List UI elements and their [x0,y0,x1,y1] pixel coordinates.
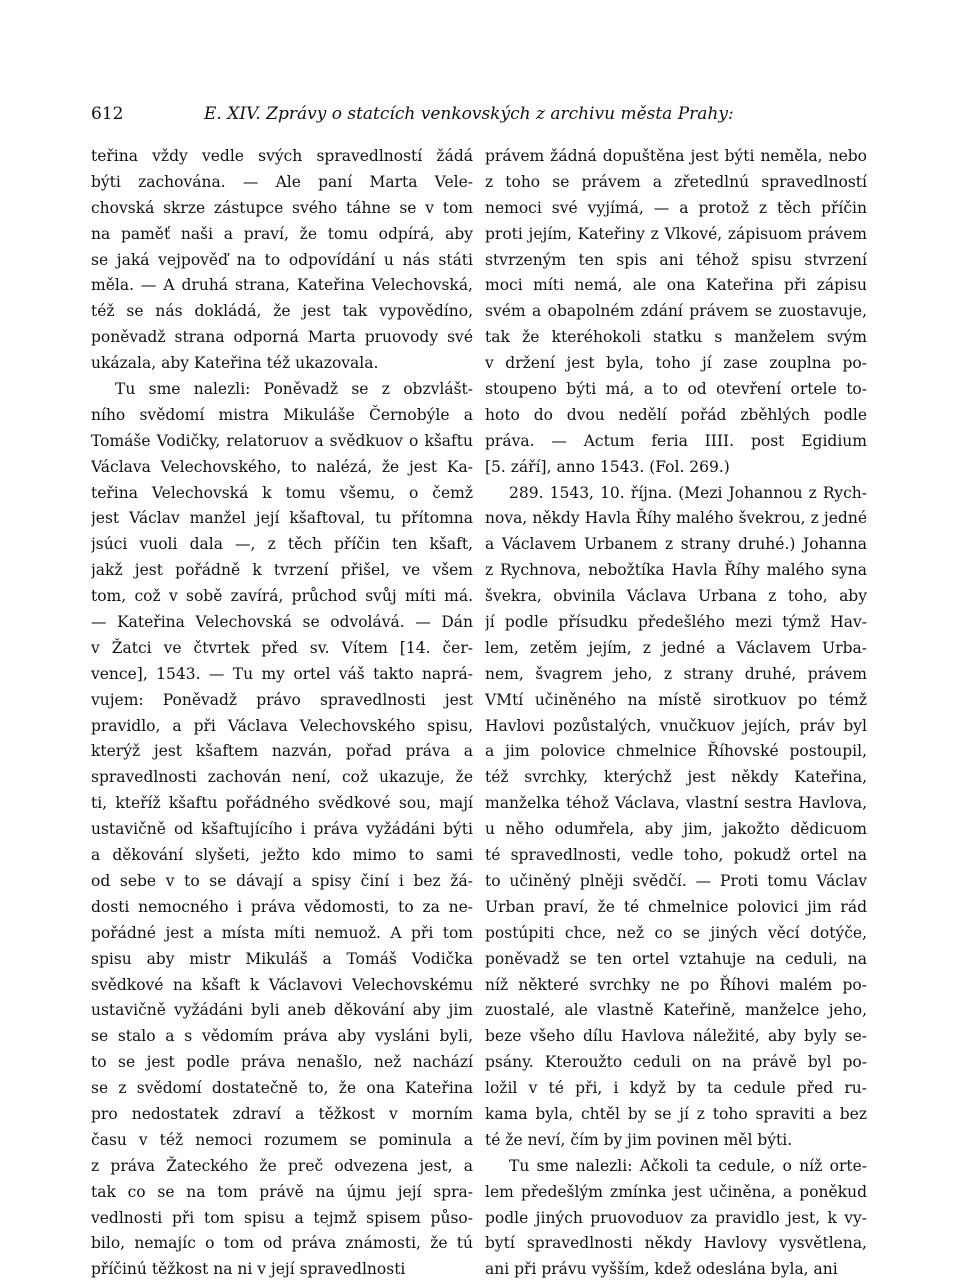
text-line: od sebe v to se dávají a spisy činí i bez žá- [91,871,473,890]
text-line: ustavičně od kšaftujícího i práva vyžádáni býti [91,820,473,839]
text-line: 289. 1543, 10. října. (Mezi Johannou z Rych- [509,483,867,502]
text-line: tak co se na tom právě na újmu její spra- [91,1182,473,1201]
text-line: švekra, obvinila Václava Urbana z toho, aby [485,587,867,606]
text-line: beze všeho dílu Havlova náležité, aby byly se- [485,1027,867,1046]
text-line: proti jejím, Kateřiny z Vlkové, zápisuom právem [485,224,867,243]
text-line: bilo, nemajíc o tom od práva známosti, že tú [91,1234,473,1253]
text-line: nova, někdy Havla Říhy malého švekrou, z jedné [485,509,867,528]
text-line: Tu sme nalezli: Poněvadž se z obzvlášt- [115,380,473,399]
text-line: níž některé svrchky ne po Říhovi malém po- [485,975,867,994]
text-line: pro nedostatek zdraví a těžkost v morním [91,1104,473,1123]
text-line: psány. Kteroužto ceduli on na právě byl po- [485,1053,867,1072]
text-line: podle jiných pruovoduov za pravidlo jest, k vy- [485,1208,867,1227]
text-line: nem, švagrem jeho, z strany druhé, právem [485,664,867,683]
text-line: jí podle přísudku předešlého mezi týmž Hav- [485,613,867,632]
text-line: kterýž jest kšaftem nazván, pořad práva a [91,742,473,761]
text-line: [5. září], anno 1543. (Fol. 269.) [485,457,730,476]
text-line: — Kateřina Velechovská se odvolává. — Dán [91,613,473,632]
text-line: teřina Velechovská k tomu všemu, o čemž [91,483,473,502]
text-line: lem předešlým zmínka jest učiněna, a poněkud [485,1182,867,1201]
text-line: ti, kteříž kšaftu pořádného svědkové sou, mají [91,794,473,813]
text-line: dosti nemocného i práva vědomosti, to za ne- [91,897,473,916]
page-header [91,102,871,126]
text-line: ního svědomí mistra Mikuláše Černobýle a [91,405,473,424]
text-line: spisu aby mistr Mikuláš a Tomáš Vodička [91,949,473,968]
text-line: z práva Žateckého že preč odvezena jest, a [91,1156,473,1175]
text-line: pořádné jest a místa míti nemuož. A při tom [91,923,473,942]
right-text-column [485,144,867,1283]
text-line: poněvadž strana odporná Marta pruovody své [91,328,473,347]
text-line: času v též nemoci rozumem se pominula a [91,1130,473,1149]
text-line: té spravedlnosti, vedle toho, pokudž ortel na [485,846,867,865]
text-line: té že neví, čím by jim povinen měl býti. [485,1130,793,1149]
text-line: pravidlo, a při Václava Velechovského spisu, [91,716,473,735]
text-line: se z svědomí dostatečně to, že ona Kateřina [91,1079,473,1098]
text-line: postúpiti chce, než co se jiných věcí dotýče, [485,923,867,942]
text-line: moci míti nemá, ale ona Kateřina při zápisu [485,276,867,295]
text-line: ani při právu vyšším, kdež odeslána byla, ani [485,1260,838,1279]
text-line: měla. — A druhá strana, Kateřina Velechovská, [91,276,473,295]
text-line: a děkování slyšeti, ježto kdo mimo to sami [91,846,473,865]
text-line: vedlnosti při tom spisu a tejmž spisem půso- [91,1208,473,1227]
text-line: jest Václav manžel její kšaftoval, tu přítomna [91,509,473,528]
text-line: práva. — Actum feria IIII. post Egidium [485,431,867,450]
text-line: se stalo a s vědomím práva aby vysláni byli, [91,1027,473,1046]
text-line: Urban praví, že té chmelnice polovici jim rád [485,897,867,916]
text-line: vence], 1543. — Tu my ortel váš takto naprá- [91,664,473,683]
text-line: zuostalé, ale vlastně Kateřině, manželce jeho, [485,1001,867,1020]
text-line: se jaká vejpověď na to odpovídání u nás státi [91,250,473,269]
text-line: Tomáše Vodičky, relatoruov a svědkuov o kšaftu [91,431,473,450]
text-line: ustavičně vyžádáni byli aneb děkování aby jim [91,1001,473,1020]
text-line: Václava Velechovského, to nalézá, že jest Ka- [91,457,473,476]
text-line: z toho se právem a zřetedlnú spravedlností [485,172,867,191]
text-line: poněvadž se ten ortel vztahuje na ceduli, na [485,949,867,968]
text-line: nemoci své vyjímá, — a protož z těch příčin [485,198,867,217]
text-line: vujem: Poněvadž právo spravedlnosti jest [91,690,473,709]
text-line: a jim polovice chmelnice Říhovské postoupil, [485,742,867,761]
text-line: spravedlnosti zachován není, což ukazuje, že [91,768,473,787]
text-line: Havlovi pozůstalých, vnučkuov jejích, práv byl [485,716,867,735]
text-line: z Rychnova, nebožtíka Havla Říhy malého syna [485,561,867,580]
text-line: jsúci vuoli dala —, z těch příčin ten kšaft, [91,535,473,554]
text-line: hoto do dvou nedělí pořád zběhlých podle [485,405,867,424]
text-line: jakž jest pořádně k tvrzení přišel, ve všem [91,561,473,580]
text-line: stoupeno býti má, a to od otevření ortele to- [485,380,867,399]
text-line: bytí spravedlnosti někdy Havlovy vysvětlena, [485,1234,867,1253]
text-line: v držení jest byla, toho jí zase zouplna po- [485,354,867,373]
text-line: Tu sme nalezli: Ačkoli ta cedule, o níž orte- [509,1156,867,1175]
text-line: u něho odumřela, aby jim, jakožto dědicuom [485,820,867,839]
text-line: též svrchky, kterýchž jest někdy Kateřina, [485,768,867,787]
text-line: býti zachována. — Ale paní Marta Vele- [91,172,473,191]
text-line: kama byla, chtěl by se jí z toho spraviti a bez [485,1104,867,1123]
text-line: stvrzeným ten spis ani téhož spisu stvrzení [485,250,867,269]
text-line: to učiněný plněji svědčí. — Proti tomu Václav [485,871,867,890]
text-line: svém a obapolném zdání právem se zuostavuje, [485,302,867,321]
text-line: tak že kteréhokoli statku s manželem svým [485,328,867,347]
text-line: tom, což v sobě zavírá, průchod svůj míti má. [91,587,473,606]
text-line: to se jest podle práva nenašlo, než nachází [91,1053,473,1072]
text-line: teřina vždy vedle svých spravedlností žádá [91,147,473,165]
text-line: příčinú těžkost na ni v její spravedlnosti [91,1260,406,1279]
text-line: VMtí učiněného na místě sirotkuov po témž [485,690,867,709]
text-line: lem, zetěm jejím, z jedné a Václavem Urba- [485,638,867,657]
running-title: E. XIV. Zprávy o statcích venkovských z archivu města Prahy: [204,104,734,124]
page-number: 612 [91,104,124,124]
text-line: manželka téhož Václava, vlastní sestra Havlova, [485,794,867,813]
text-line: svědkové na kšaft k Václavovi Velechovskému [91,975,473,994]
text-line: ukázala, aby Kateřina též ukazovala. [91,354,379,373]
text-line: ložil v té při, i když by ta cedule před ru- [485,1079,867,1098]
text-line: a Václavem Urbanem z strany druhé.) Johanna [485,535,867,554]
text-line: chovská skrze zástupce svého táhne se v tom [91,198,473,217]
left-text-column [91,144,473,1283]
text-line: v Žatci ve čtvrtek před sv. Vítem [14. čer- [91,638,473,657]
text-line: též se nás dokládá, že jest tak vypovědíno, [91,302,473,321]
text-line: právem žádná dopuštěna jest býti neměla, nebo [485,147,867,165]
text-line: na paměť naši a praví, že tomu odpírá, aby [91,224,473,243]
